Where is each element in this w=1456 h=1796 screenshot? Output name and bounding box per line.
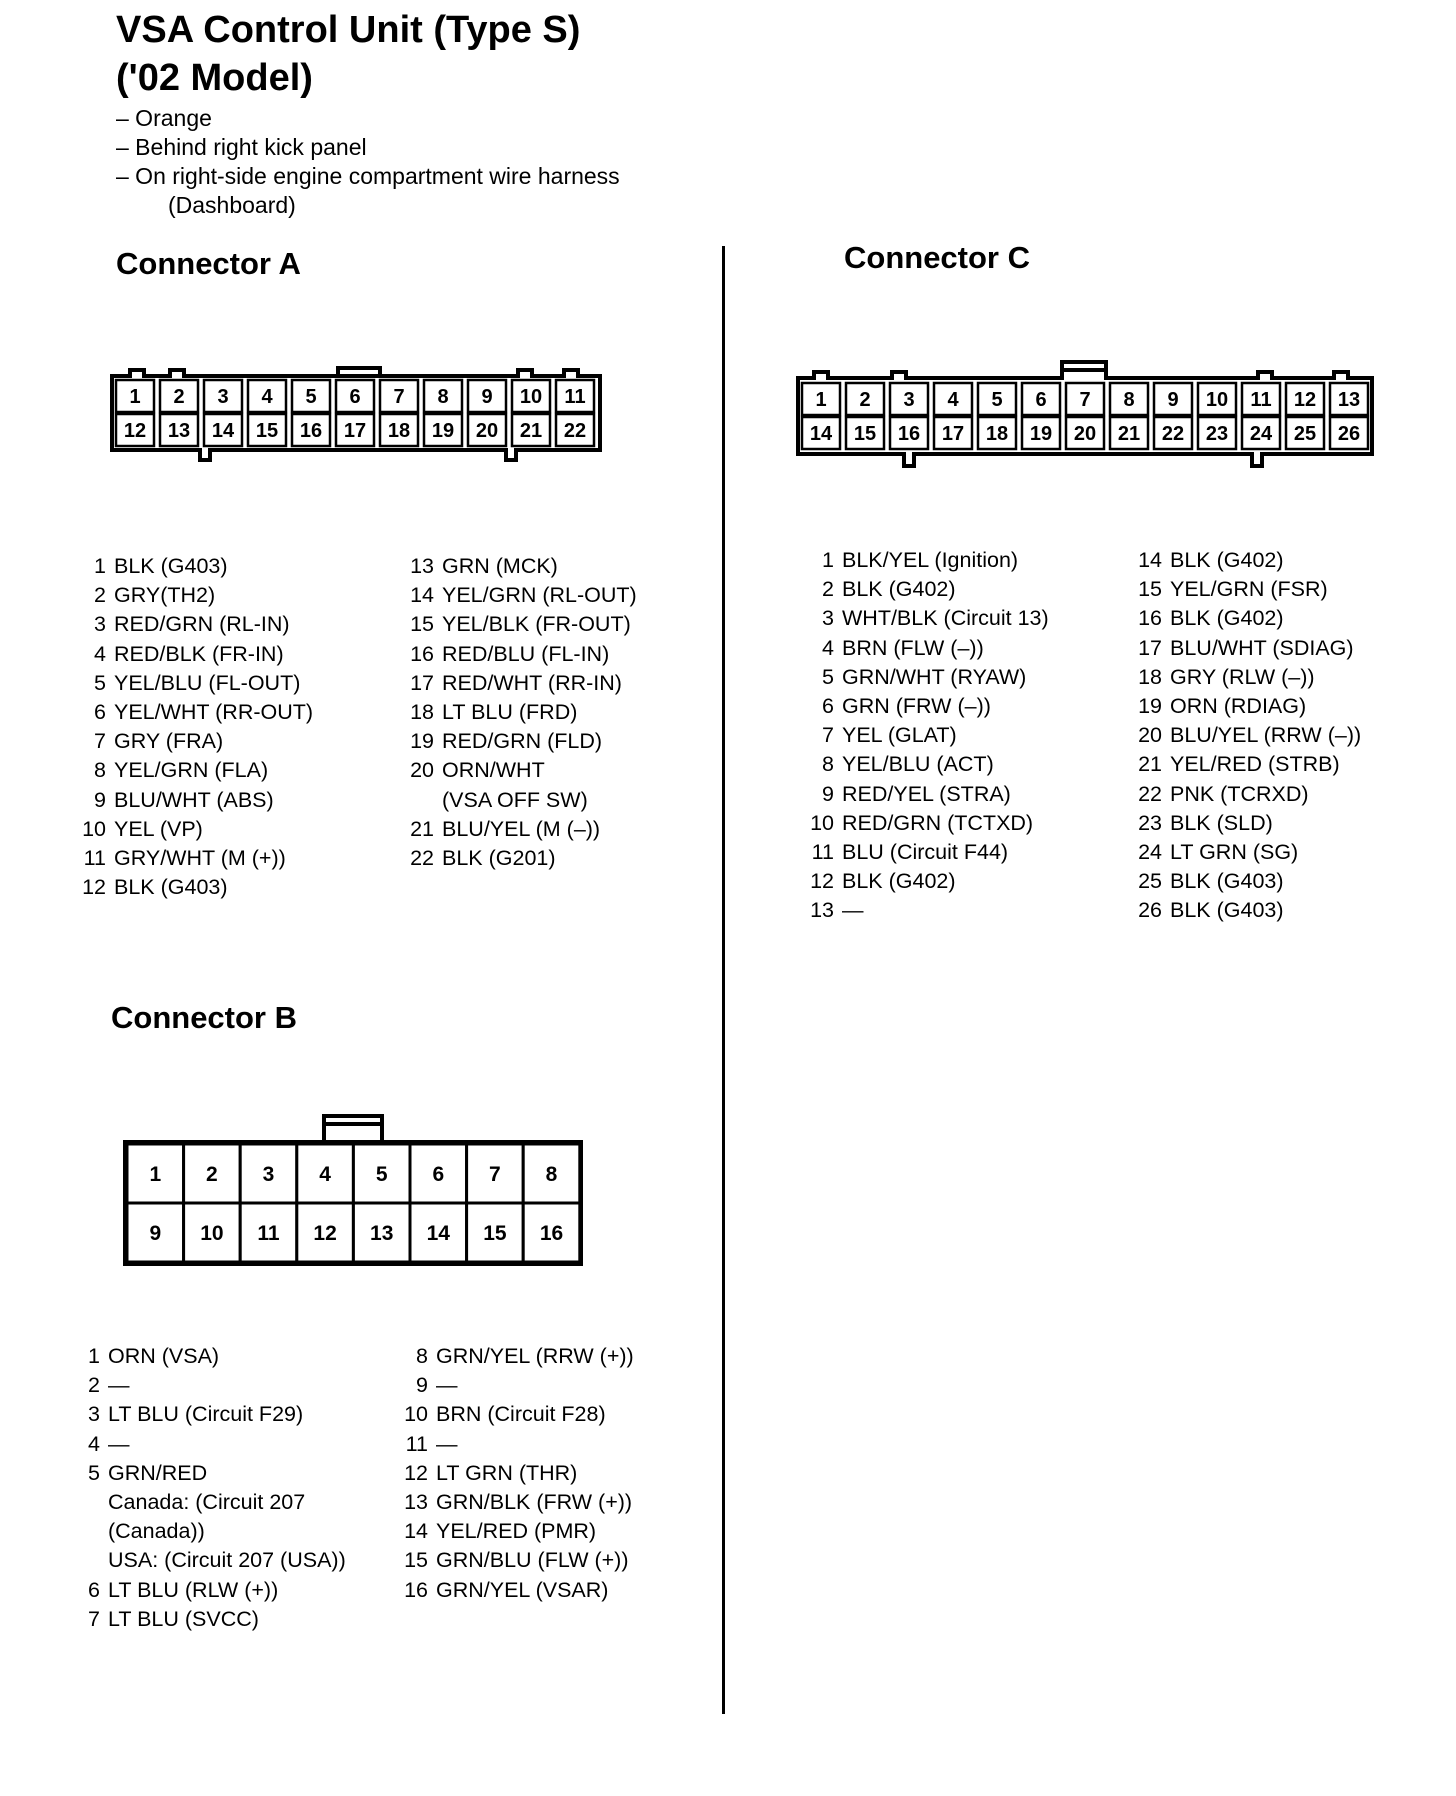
connector-c-pin-number: 7 xyxy=(1079,389,1091,412)
pin-number: 4 xyxy=(88,1431,100,1456)
connector-c-pin-number: 13 xyxy=(1337,389,1361,412)
connector-b-pin-number: 1 xyxy=(149,1163,162,1187)
connector-a-pinlist-2 xyxy=(398,552,637,873)
connector-c-pin-number: 20 xyxy=(1073,423,1097,446)
connector-a-pin-number: 16 xyxy=(299,420,323,443)
connector-a-pin-number: 20 xyxy=(475,420,499,443)
wire-description: — xyxy=(108,1373,130,1398)
wire-description: YEL/RED (STRB) xyxy=(1170,752,1340,777)
wire-description: GRN/RED Canada: (Circuit 207 (Canada)) USA: (Circuit 207 (USA)) xyxy=(108,1460,346,1573)
connector-a-pin-number: 15 xyxy=(255,420,279,443)
wire-description: RED/GRN (FLD) xyxy=(442,729,603,754)
connector-c-pin-number: 22 xyxy=(1161,423,1185,446)
wire-description: BLK (G403) xyxy=(114,875,228,900)
pin-number: 13 xyxy=(404,1490,428,1515)
connector-b-pin-number: 10 xyxy=(200,1222,224,1246)
pin-entry xyxy=(398,552,637,581)
wire-description: BLU/WHT (SDIAG) xyxy=(1170,635,1354,660)
pin-entry xyxy=(392,1371,634,1400)
pin-entry xyxy=(70,640,313,669)
pin-number: 11 xyxy=(405,1431,428,1456)
pin-number: 6 xyxy=(88,1577,100,1602)
connector-c-title: Connector C xyxy=(844,240,1030,275)
pin-number: 12 xyxy=(404,1460,428,1485)
note-harness-sub: (Dashboard) xyxy=(168,192,296,218)
pin-number: 11 xyxy=(811,840,834,865)
pin-number: 1 xyxy=(822,548,834,572)
connector-b-pin-number: 14 xyxy=(426,1222,450,1246)
wire-description: BRN (Circuit F28) xyxy=(436,1402,606,1427)
wire-description: GRN (FRW (–)) xyxy=(842,694,991,719)
connector-c-pin-number: 26 xyxy=(1337,423,1361,446)
connector-c-pin-number: 5 xyxy=(991,389,1003,412)
pin-number: 20 xyxy=(410,758,434,783)
wire-description: ORN/WHT (VSA OFF SW) xyxy=(442,758,588,812)
wire-description: BLK (G402) xyxy=(842,869,956,894)
pin-entry xyxy=(1128,867,1361,896)
title-line-1: VSA Control Unit (Type S) xyxy=(116,9,581,51)
connector-c-pin-number: 14 xyxy=(809,423,833,446)
pin-entry xyxy=(70,1400,346,1429)
note-location: – Behind right kick panel xyxy=(116,134,367,160)
wire-description: LT BLU (RLW (+)) xyxy=(108,1577,279,1602)
connector-b-pin-number: 6 xyxy=(432,1163,445,1187)
wire-description: BLK/YEL (Ignition) xyxy=(842,548,1019,572)
pin-entry xyxy=(800,896,1049,925)
pin-entry xyxy=(800,634,1049,663)
wire-description: BLK (SLD) xyxy=(1170,810,1273,835)
pin-entry xyxy=(70,669,313,698)
wire-description: BLU/YEL (M (–)) xyxy=(442,816,601,841)
pin-number: 6 xyxy=(94,700,106,725)
connector-b-pin-number: 12 xyxy=(313,1222,337,1246)
pin-number: 21 xyxy=(410,816,434,841)
pin-number: 5 xyxy=(94,670,106,695)
pin-entry xyxy=(70,844,313,873)
pin-entry xyxy=(800,546,1049,575)
pin-entry xyxy=(1128,692,1361,721)
connector-c-pin-number: 23 xyxy=(1205,423,1229,446)
note-harness: – On right-side engine compartment wire harness xyxy=(116,163,620,189)
connector-c-diagram xyxy=(794,356,1378,472)
pin-entry xyxy=(800,750,1049,779)
pin-number: 15 xyxy=(404,1548,428,1573)
connector-a-pin-number: 3 xyxy=(217,386,229,409)
wire-description: GRN/YEL (RRW (+)) xyxy=(436,1344,634,1368)
wire-description: BLK (G402) xyxy=(842,577,956,602)
wire-description: BLU/WHT (ABS) xyxy=(114,787,274,812)
wire-description: YEL/BLK (FR-OUT) xyxy=(442,612,631,637)
connector-c-pin-number: 2 xyxy=(859,389,871,412)
wire-description: — xyxy=(842,898,864,923)
pin-number: 9 xyxy=(94,787,106,812)
connector-c-pin-number: 15 xyxy=(853,423,877,446)
pin-entry xyxy=(398,669,637,698)
pin-entry xyxy=(392,1459,634,1488)
wire-description: BLU (Circuit F44) xyxy=(842,840,1009,865)
wire-description: ORN (VSA) xyxy=(108,1344,220,1368)
pin-entry xyxy=(398,815,637,844)
pin-number: 6 xyxy=(822,694,834,719)
wire-description: YEL (VP) xyxy=(114,816,203,841)
pin-entry xyxy=(398,640,637,669)
pin-entry xyxy=(1128,546,1361,575)
pin-entry xyxy=(70,581,313,610)
pin-entry xyxy=(392,1546,634,1575)
pin-entry xyxy=(800,604,1049,633)
connector-c-pin-number: 17 xyxy=(941,423,965,446)
wire-description: LT BLU (SVCC) xyxy=(108,1606,259,1631)
pin-number: 14 xyxy=(404,1519,428,1544)
note-color: – Orange xyxy=(116,105,212,131)
pin-number: 12 xyxy=(810,869,834,894)
wire-description: GRN/YEL (VSAR) xyxy=(436,1577,609,1602)
pin-entry xyxy=(1128,663,1361,692)
pin-entry xyxy=(800,575,1049,604)
pin-number: 17 xyxy=(410,670,434,695)
pin-entry xyxy=(70,815,313,844)
connector-c-pin-number: 12 xyxy=(1293,389,1317,412)
pin-entry xyxy=(392,1576,634,1605)
pin-entry xyxy=(800,838,1049,867)
pin-number: 4 xyxy=(822,635,834,660)
wire-description: RED/BLU (FL-IN) xyxy=(442,641,610,666)
pin-number: 3 xyxy=(94,612,106,637)
pin-number: 21 xyxy=(1138,752,1162,777)
pin-number: 18 xyxy=(410,700,434,725)
pin-entry xyxy=(70,1459,346,1576)
wire-description: PNK (TCRXD) xyxy=(1170,781,1309,806)
pin-number: 22 xyxy=(1138,781,1162,806)
wire-description: YEL/BLU (FL-OUT) xyxy=(114,670,301,695)
pin-number: 16 xyxy=(410,641,434,666)
connector-c-pin-number: 8 xyxy=(1123,389,1135,412)
pin-entry xyxy=(398,581,637,610)
pin-entry xyxy=(1128,575,1361,604)
wire-description: GRN/BLU (FLW (+)) xyxy=(436,1548,629,1573)
connector-c-pin-number: 1 xyxy=(815,389,827,412)
wire-description: LT BLU (FRD) xyxy=(442,700,578,725)
connector-c-pin-number: 18 xyxy=(985,423,1009,446)
pin-number: 10 xyxy=(404,1402,428,1427)
wire-description: RED/WHT (RR-IN) xyxy=(442,670,622,695)
connector-b-title: Connector B xyxy=(111,1000,297,1035)
pin-entry xyxy=(392,1488,634,1517)
connector-a-pinlist-1 xyxy=(70,552,313,902)
wire-description: BLK (G403) xyxy=(1170,898,1284,923)
wire-description: LT GRN (SG) xyxy=(1170,840,1299,865)
wire-description: GRN (MCK) xyxy=(442,554,558,578)
pin-entry xyxy=(1128,896,1361,925)
wire-description: RED/GRN (TCTXD) xyxy=(842,810,1034,835)
connector-a-diagram xyxy=(108,362,608,468)
pin-number: 2 xyxy=(822,577,834,602)
connector-c-pin-number: 6 xyxy=(1035,389,1047,412)
pin-number: 2 xyxy=(88,1373,100,1398)
pin-number: 7 xyxy=(88,1606,100,1631)
wire-description: RED/YEL (STRA) xyxy=(842,781,1011,806)
connector-c-pin-number: 21 xyxy=(1117,423,1141,446)
wire-description: YEL/GRN (FSR) xyxy=(1170,577,1328,602)
pin-entry xyxy=(398,698,637,727)
pin-entry xyxy=(398,610,637,639)
wire-description: YEL/WHT (RR-OUT) xyxy=(114,700,314,725)
pin-number: 23 xyxy=(1138,810,1162,835)
connector-a-pin-number: 5 xyxy=(305,386,317,409)
pin-number: 4 xyxy=(94,641,106,666)
connector-b-pin-number: 4 xyxy=(319,1163,331,1187)
wire-description: GRN/WHT (RYAW) xyxy=(842,664,1027,689)
connector-c-pinlist-2 xyxy=(1128,546,1361,926)
pin-entry xyxy=(70,1430,346,1459)
connector-c-pin-number: 3 xyxy=(903,389,915,412)
pin-number: 3 xyxy=(822,606,834,631)
connector-a-pin-number: 10 xyxy=(519,386,543,409)
connector-a-pin-number: 12 xyxy=(123,420,147,443)
pin-entry xyxy=(70,727,313,756)
wire-description: — xyxy=(108,1431,130,1456)
connector-c-pin-number: 10 xyxy=(1205,389,1229,412)
pin-entry xyxy=(70,698,313,727)
pin-entry xyxy=(800,663,1049,692)
pin-number: 15 xyxy=(410,612,434,637)
column-divider xyxy=(722,246,725,1714)
pin-number: 8 xyxy=(822,752,834,777)
connector-b-diagram xyxy=(118,1112,588,1272)
connector-a-pin-number: 14 xyxy=(211,420,235,443)
pin-number: 18 xyxy=(1138,664,1162,689)
pin-number: 22 xyxy=(410,846,434,871)
pin-entry xyxy=(1128,721,1361,750)
pin-number: 25 xyxy=(1138,869,1162,894)
pin-entry xyxy=(70,1605,346,1634)
pin-number: 11 xyxy=(83,846,106,871)
wire-description: LT BLU (Circuit F29) xyxy=(108,1402,304,1427)
wire-description: BRN (FLW (–)) xyxy=(842,635,984,660)
wire-description: BLK (G201) xyxy=(442,846,556,871)
pin-number: 1 xyxy=(94,554,106,578)
wire-description: BLK (G403) xyxy=(1170,869,1284,894)
pin-number: 2 xyxy=(94,583,106,608)
connector-a-pin-number: 17 xyxy=(343,420,367,443)
wire-description: — xyxy=(436,1431,458,1456)
title-line-2: ('02 Model) xyxy=(116,57,313,99)
pin-entry xyxy=(392,1342,634,1371)
pin-entry xyxy=(398,844,637,873)
pin-entry xyxy=(800,780,1049,809)
connector-c-pin-number: 24 xyxy=(1249,423,1273,446)
pin-number: 16 xyxy=(1138,606,1162,631)
pin-number: 19 xyxy=(1138,694,1162,719)
connector-c-pin-number: 16 xyxy=(897,423,921,446)
pin-number: 10 xyxy=(810,810,834,835)
wire-description: BLK (G402) xyxy=(1170,606,1284,631)
location-notes xyxy=(116,104,620,220)
pin-number: 5 xyxy=(88,1460,100,1485)
connector-a-pin-number: 8 xyxy=(437,386,449,409)
pin-entry xyxy=(1128,809,1361,838)
connector-b-pin-number: 2 xyxy=(206,1163,218,1187)
pin-number: 20 xyxy=(1138,723,1162,748)
pin-entry xyxy=(70,873,313,902)
connector-c-pin-number: 25 xyxy=(1293,423,1317,446)
pin-entry xyxy=(70,1342,346,1371)
pin-number: 10 xyxy=(82,816,106,841)
connector-a-pin-number: 21 xyxy=(519,420,543,443)
wire-description: YEL/BLU (ACT) xyxy=(842,752,994,777)
wire-description: LT GRN (THR) xyxy=(436,1460,578,1485)
pin-entry xyxy=(800,809,1049,838)
pin-entry xyxy=(70,1576,346,1605)
connector-c-pin-number: 11 xyxy=(1250,389,1272,412)
pin-entry xyxy=(70,552,313,581)
pin-entry xyxy=(392,1400,634,1429)
pin-number: 24 xyxy=(1138,840,1162,865)
wire-description: GRY(TH2) xyxy=(114,583,216,608)
pin-entry xyxy=(1128,604,1361,633)
pin-number: 15 xyxy=(1138,577,1162,602)
wire-description: BLK (G402) xyxy=(1170,548,1284,572)
pin-entry xyxy=(70,610,313,639)
pin-entry xyxy=(392,1517,634,1546)
connector-b-pin-number: 3 xyxy=(262,1163,275,1187)
wire-description: RED/BLK (FR-IN) xyxy=(114,641,284,666)
wire-description: ORN (RDIAG) xyxy=(1170,694,1307,719)
connector-a-pin-number: 18 xyxy=(387,420,411,443)
wire-description: GRY (RLW (–)) xyxy=(1170,664,1315,689)
pin-number: 3 xyxy=(88,1402,100,1427)
pin-number: 13 xyxy=(810,898,834,923)
page-title xyxy=(116,6,580,102)
pin-number: 9 xyxy=(416,1373,428,1398)
pin-number: 8 xyxy=(416,1344,428,1368)
connector-b-pin-number: 11 xyxy=(257,1222,280,1246)
connector-b-pin-number: 13 xyxy=(370,1222,394,1246)
pin-entry xyxy=(398,756,637,814)
pin-number: 9 xyxy=(822,781,834,806)
connector-b-pin-number: 5 xyxy=(375,1163,388,1187)
connector-b-pin-number: 16 xyxy=(539,1222,564,1246)
wire-description: YEL/RED (PMR) xyxy=(436,1519,597,1544)
pin-number: 7 xyxy=(822,723,834,748)
pin-entry xyxy=(398,727,637,756)
connector-a-pin-number: 19 xyxy=(431,420,455,443)
pin-number: 12 xyxy=(82,875,106,900)
pin-entry xyxy=(1128,838,1361,867)
connector-a-pin-number: 7 xyxy=(393,386,405,409)
wire-description: — xyxy=(436,1373,458,1398)
connector-c-pinlist-1 xyxy=(800,546,1049,926)
pin-entry xyxy=(70,1371,346,1400)
pin-number: 13 xyxy=(410,554,434,578)
pin-entry xyxy=(70,756,313,785)
connector-b-pin-number: 8 xyxy=(545,1163,558,1187)
pin-entry xyxy=(800,692,1049,721)
wire-description: BLK (G403) xyxy=(114,554,228,578)
pin-entry xyxy=(800,721,1049,750)
connector-c-pin-number: 19 xyxy=(1029,423,1053,446)
wire-description: WHT/BLK (Circuit 13) xyxy=(842,606,1049,631)
connector-b-pin-number: 9 xyxy=(149,1222,162,1246)
connector-a-pin-number: 1 xyxy=(129,386,141,409)
connector-a-pin-number: 11 xyxy=(564,386,586,409)
connector-b-pinlist-1 xyxy=(70,1342,346,1634)
connector-a-pin-number: 6 xyxy=(349,386,361,409)
connector-a-pin-number: 2 xyxy=(173,386,185,409)
wire-description: RED/GRN (RL-IN) xyxy=(114,612,290,637)
pin-number: 14 xyxy=(1138,548,1162,572)
connector-b-pinlist-2 xyxy=(392,1342,634,1605)
connector-a-pin-number: 9 xyxy=(481,386,493,409)
pin-number: 8 xyxy=(94,758,106,783)
wire-description: GRY (FRA) xyxy=(114,729,224,754)
pin-number: 16 xyxy=(404,1577,428,1602)
wire-description: BLU/YEL (RRW (–)) xyxy=(1170,723,1362,748)
pin-entry xyxy=(392,1430,634,1459)
wire-description: YEL (GLAT) xyxy=(842,723,957,748)
connector-c-pin-number: 9 xyxy=(1167,389,1179,412)
pin-entry xyxy=(1128,750,1361,779)
connector-a-pin-number: 13 xyxy=(167,420,191,443)
wire-description: GRY/WHT (M (+)) xyxy=(114,846,286,871)
wire-description: GRN/BLK (FRW (+)) xyxy=(436,1490,633,1515)
connector-b-pin-number: 15 xyxy=(483,1222,507,1246)
pin-entry xyxy=(70,786,313,815)
pin-number: 5 xyxy=(822,664,834,689)
pin-number: 19 xyxy=(410,729,434,754)
connector-c-pin-number: 4 xyxy=(947,389,959,412)
wire-description: YEL/GRN (RL-OUT) xyxy=(442,583,637,608)
pin-entry xyxy=(1128,780,1361,809)
pin-number: 17 xyxy=(1138,635,1162,660)
connector-b-pin-number: 7 xyxy=(489,1163,501,1187)
wire-description: YEL/GRN (FLA) xyxy=(114,758,269,783)
connector-a-pin-number: 4 xyxy=(261,386,273,409)
pin-entry xyxy=(800,867,1049,896)
pin-number: 26 xyxy=(1138,898,1162,923)
pin-number: 14 xyxy=(410,583,434,608)
connector-a-title: Connector A xyxy=(116,246,301,281)
pin-number: 1 xyxy=(88,1344,100,1368)
pin-number: 7 xyxy=(94,729,106,754)
connector-a-pin-number: 22 xyxy=(563,420,587,443)
pin-entry xyxy=(1128,634,1361,663)
